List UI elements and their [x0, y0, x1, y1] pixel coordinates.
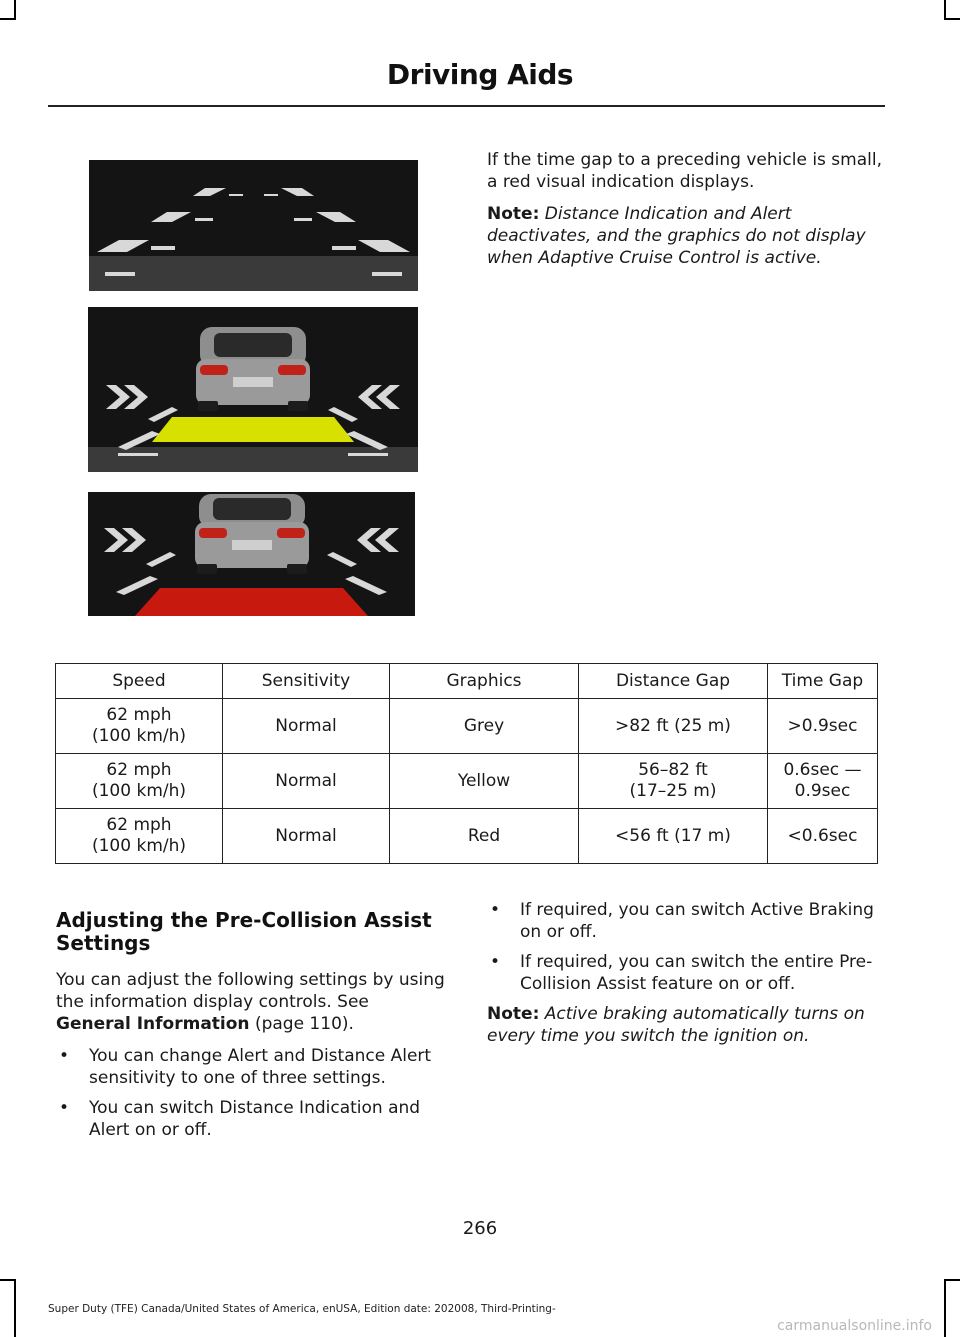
- crop-mark-bottom-left-h: [0, 1279, 16, 1281]
- note-label: Note:: [487, 1004, 540, 1024]
- intro-note: [487, 203, 882, 269]
- cell-graphics: Yellow: [390, 754, 579, 809]
- illustration-road-no-vehicle: [89, 160, 418, 291]
- section-note: [487, 1003, 882, 1047]
- col-header-speed: Speed: [56, 664, 223, 699]
- list-item: • You can switch Distance Indication and Alert on or off.: [56, 1097, 448, 1141]
- note-text: Distance Indication and Alert deactivates, and the graphics do not display when Adaptive Cruise Control is active.: [487, 204, 866, 268]
- illustration-vehicle-red-gap: [88, 492, 415, 616]
- table-row: [56, 809, 878, 864]
- header-rule: [48, 105, 885, 107]
- footer-edition: Super Duty (TFE) Canada/United States of America, enUSA, Edition date: 202008, Third-Printing-: [48, 1303, 556, 1315]
- page-title: Driving Aids: [386, 58, 574, 91]
- cell-speed: 62 mph (100 km/h): [56, 699, 223, 754]
- section-intro: You can adjust the following settings by using the information display controls. See General Information (page 110).: [56, 970, 445, 1034]
- page-number: 266: [462, 1218, 498, 1239]
- list-item: • If required, you can switch the entire Pre-Collision Assist feature on or off.: [487, 951, 882, 995]
- col-header-sensitivity: Sensitivity: [223, 664, 390, 699]
- crop-mark-top-left: [14, 0, 16, 20]
- cell-distance-gap: <56 ft (17 m): [579, 809, 768, 864]
- table-row: [56, 754, 878, 809]
- cell-distance-gap: >82 ft (25 m): [579, 699, 768, 754]
- cell-speed: 62 mph (100 km/h): [56, 809, 223, 864]
- cell-graphics: Red: [390, 809, 579, 864]
- section-right-column: [487, 899, 882, 1057]
- section-left-column: [56, 909, 448, 1149]
- watermark: carmanualsonline.info: [777, 1318, 932, 1334]
- cell-sensitivity: Normal: [223, 809, 390, 864]
- crop-mark-bottom-right-h: [944, 1279, 960, 1281]
- intro-block: [487, 149, 882, 279]
- section-title: Adjusting the Pre-Collision Assist Settings: [56, 908, 432, 955]
- general-information-link[interactable]: General Information: [56, 1014, 250, 1034]
- cell-graphics: Grey: [390, 699, 579, 754]
- xref-page: (page 110).: [254, 1014, 354, 1034]
- col-header-graphics: Graphics: [390, 664, 579, 699]
- crop-mark-top-right: [944, 0, 946, 20]
- crop-mark-bottom-left: [14, 1279, 16, 1337]
- cell-sensitivity: Normal: [223, 699, 390, 754]
- crop-mark-top-right-h: [944, 18, 960, 20]
- crop-mark-bottom-right: [944, 1279, 946, 1337]
- cell-time-gap: >0.9sec: [768, 699, 878, 754]
- table-row: [56, 699, 878, 754]
- col-header-distance-gap: Distance Gap: [579, 664, 768, 699]
- note-label: Note:: [487, 204, 540, 224]
- table-header-row: [56, 664, 878, 699]
- bullet-list-right: [487, 899, 882, 995]
- cell-time-gap: 0.6sec — 0.9sec: [768, 754, 878, 809]
- time-gap-table: [55, 663, 878, 864]
- col-header-time-gap: Time Gap: [768, 664, 878, 699]
- cell-speed: 62 mph (100 km/h): [56, 754, 223, 809]
- illustration-vehicle-yellow-gap: [88, 307, 418, 472]
- cell-time-gap: <0.6sec: [768, 809, 878, 864]
- cell-distance-gap: 56–82 ft (17–25 m): [579, 754, 768, 809]
- bullet-list-left: [56, 1045, 448, 1141]
- list-item: • If required, you can switch Active Braking on or off.: [487, 899, 882, 943]
- note-text: Active braking automatically turns on every time you switch the ignition on.: [487, 1004, 865, 1046]
- crop-mark-top-left-h: [0, 18, 16, 20]
- cell-sensitivity: Normal: [223, 754, 390, 809]
- list-item: • You can change Alert and Distance Alert sensitivity to one of three settings.: [56, 1045, 448, 1089]
- intro-paragraph: If the time gap to a preceding vehicle is small, a red visual indication displays.: [487, 150, 882, 192]
